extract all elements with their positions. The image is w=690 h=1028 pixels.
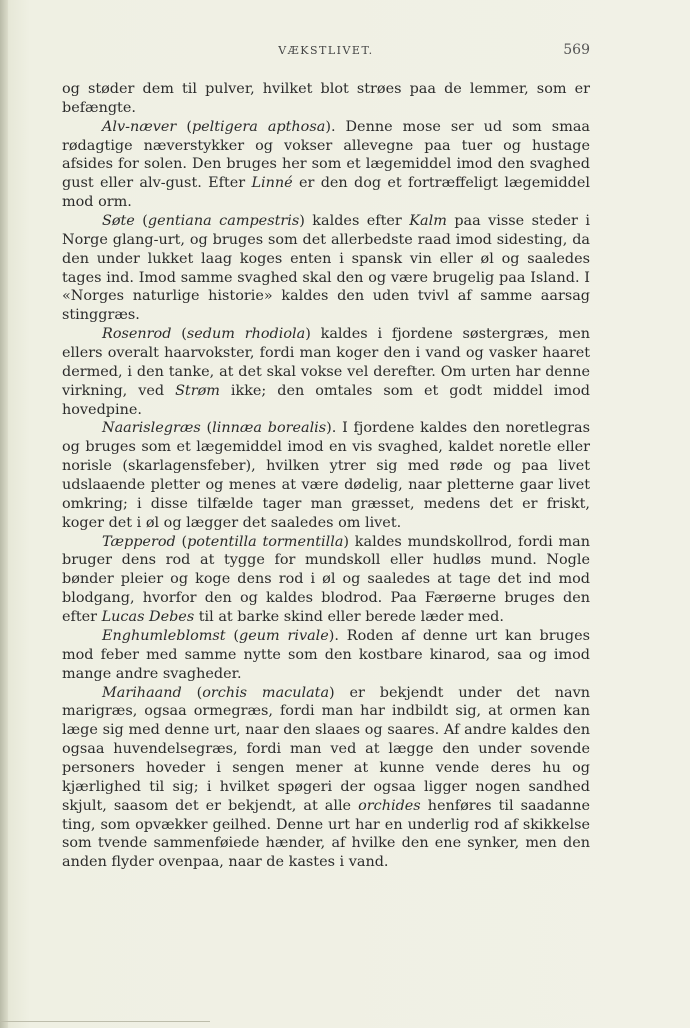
page-number: 569 <box>563 42 590 58</box>
text-run: ). I fjordene kaldes den noretlegras og bruges som et lægemiddel imod en vis svaghed, kaldet noretle eller norisle (skarlagensfeber), hvilken ytrer sig med røde og paa livet udslaaende pletter og menes at være dødelig, naar pletterne gaar livet omkring; i disse tilfælde tager man græsset, medens det er friskt, koger det i øl og lægger det saaledes om livet. <box>62 420 590 531</box>
text-run: ) er bekjendt under det navn marigræs, ogsaa ormegræs, fordi man har indbildt sig, at ormen kan læge sig med denne urt, naar den slaaes og saares. Af andre kaldes den ogsaa huvendelsegræs, fordi man ved at lægge den under sovende personers hoveder i sengen mener at kunne vende deres hu og kjærlighed til sig; i hvilket spøgeri der ogsaa ligger nogen sandhed skjult, saasom det er bekjendt, at alle <box>62 684 590 814</box>
text-run: ( <box>175 533 188 550</box>
italic-term: orchis maculata <box>202 684 330 701</box>
italic-term: Lucas Debes <box>101 609 195 626</box>
italic-term: gentiana campestris <box>147 213 300 230</box>
paragraph <box>62 419 590 532</box>
italic-term: Rosenrod <box>102 326 172 343</box>
paragraph <box>62 212 590 325</box>
paragraph <box>62 684 590 873</box>
text-run: henføres til saadanne ting, som opvækker geilhed. Denne urt har en underlig rod af skikkelse som tvende sammenføiede hænder, af hvilke den ene synker, men den anden flyder ovenpaa, naar de kastes i vand. <box>62 797 590 871</box>
text-run: ). Denne mose ser ud som smaa rødagtige næverstykker og vokser allevegne paa tuer og hustage afsides for solen. Den bruges her som et lægemiddel imod den svaghed gust eller alv-gust. Efter <box>62 118 590 192</box>
paragraph <box>62 118 590 212</box>
paragraph <box>62 533 590 627</box>
text-run: ( <box>171 326 187 343</box>
italic-term: sedum rhodiola <box>186 326 306 343</box>
text-run: er den dog et fortræffeligt lægemiddel mod orm. <box>62 175 590 211</box>
text-run: ( <box>200 420 213 437</box>
page-gutter-shadow <box>0 0 8 1028</box>
text-run: til at barke skind eller berede læder med. <box>194 609 504 626</box>
paragraph <box>62 325 590 419</box>
italic-term: Enghumleblomst <box>102 627 226 644</box>
page-bottom-rule <box>0 1021 210 1022</box>
italic-term: peltigera apthosa <box>191 118 326 135</box>
italic-term: Naarislegræs <box>102 420 201 437</box>
text-run: og støder dem til pulver, hvilket blot strøes paa de lemmer, som er befængte. <box>62 81 590 116</box>
text-run: ( <box>176 118 192 135</box>
running-head <box>62 44 590 60</box>
italic-term: potentilla tormentilla <box>187 533 344 550</box>
text-run: ) kaldes mundskollrod, fordi man bruger dens rod at tygge for mundskoll eller hudløs mund. Nogle bønder pleier og koge dens rod i øl og saaledes at tage det ind mod blodgang, hvorfor den og kaldes blodrod. Paa Færøerne bruges den efter <box>62 533 590 626</box>
text-run: ( <box>225 627 240 644</box>
text-run: ikke; den omtales som et godt middel imod hovedpine. <box>62 382 590 418</box>
italic-term: Tæpperod <box>102 533 176 550</box>
italic-term: orchides <box>358 797 421 814</box>
italic-term: linnæa borealis <box>212 420 327 437</box>
italic-term: Søte <box>102 213 135 230</box>
text-run: paa visse steder i Norge glang-urt, og bruges som det allerbedste raad imod sidesting, da den under lukket laag koges enten i spansk vin eller øl og saaledes tages ind. Imod samme svaghed skal den og være brugelig paa Island. I «Norges naturlige historie» kaldes den uden tvivl af samme aarsag stinggræs. <box>62 213 590 324</box>
italic-term: Kalm <box>409 213 447 230</box>
italic-term: geum rivale <box>239 627 329 644</box>
text-run: ) kaldes efter <box>299 213 410 230</box>
text-run: ) kaldes i fjordene søstergræs, men ellers overalt haarvokster, fordi man koger den i vand og vasker haaret dermed, i den tanke, at det skal vokse vel derefter. Om urten har denne virkning, ved <box>62 326 590 399</box>
italic-term: Strøm <box>175 382 220 399</box>
text-run: ( <box>181 684 203 701</box>
running-head-title: VÆKSTLIVET. <box>278 44 374 57</box>
italic-term: Linné <box>251 175 293 192</box>
body-text <box>62 80 590 872</box>
italic-term: Alv-næver <box>102 118 177 135</box>
paragraph <box>62 627 590 684</box>
italic-term: Marihaand <box>102 684 182 701</box>
paragraph <box>62 80 590 118</box>
text-run: ( <box>134 213 148 230</box>
text-run: ). Roden af denne urt kan bruges mod feber med samme nytte som den kostbare kinarod, saa og imod mange andre svagheder. <box>62 627 590 682</box>
